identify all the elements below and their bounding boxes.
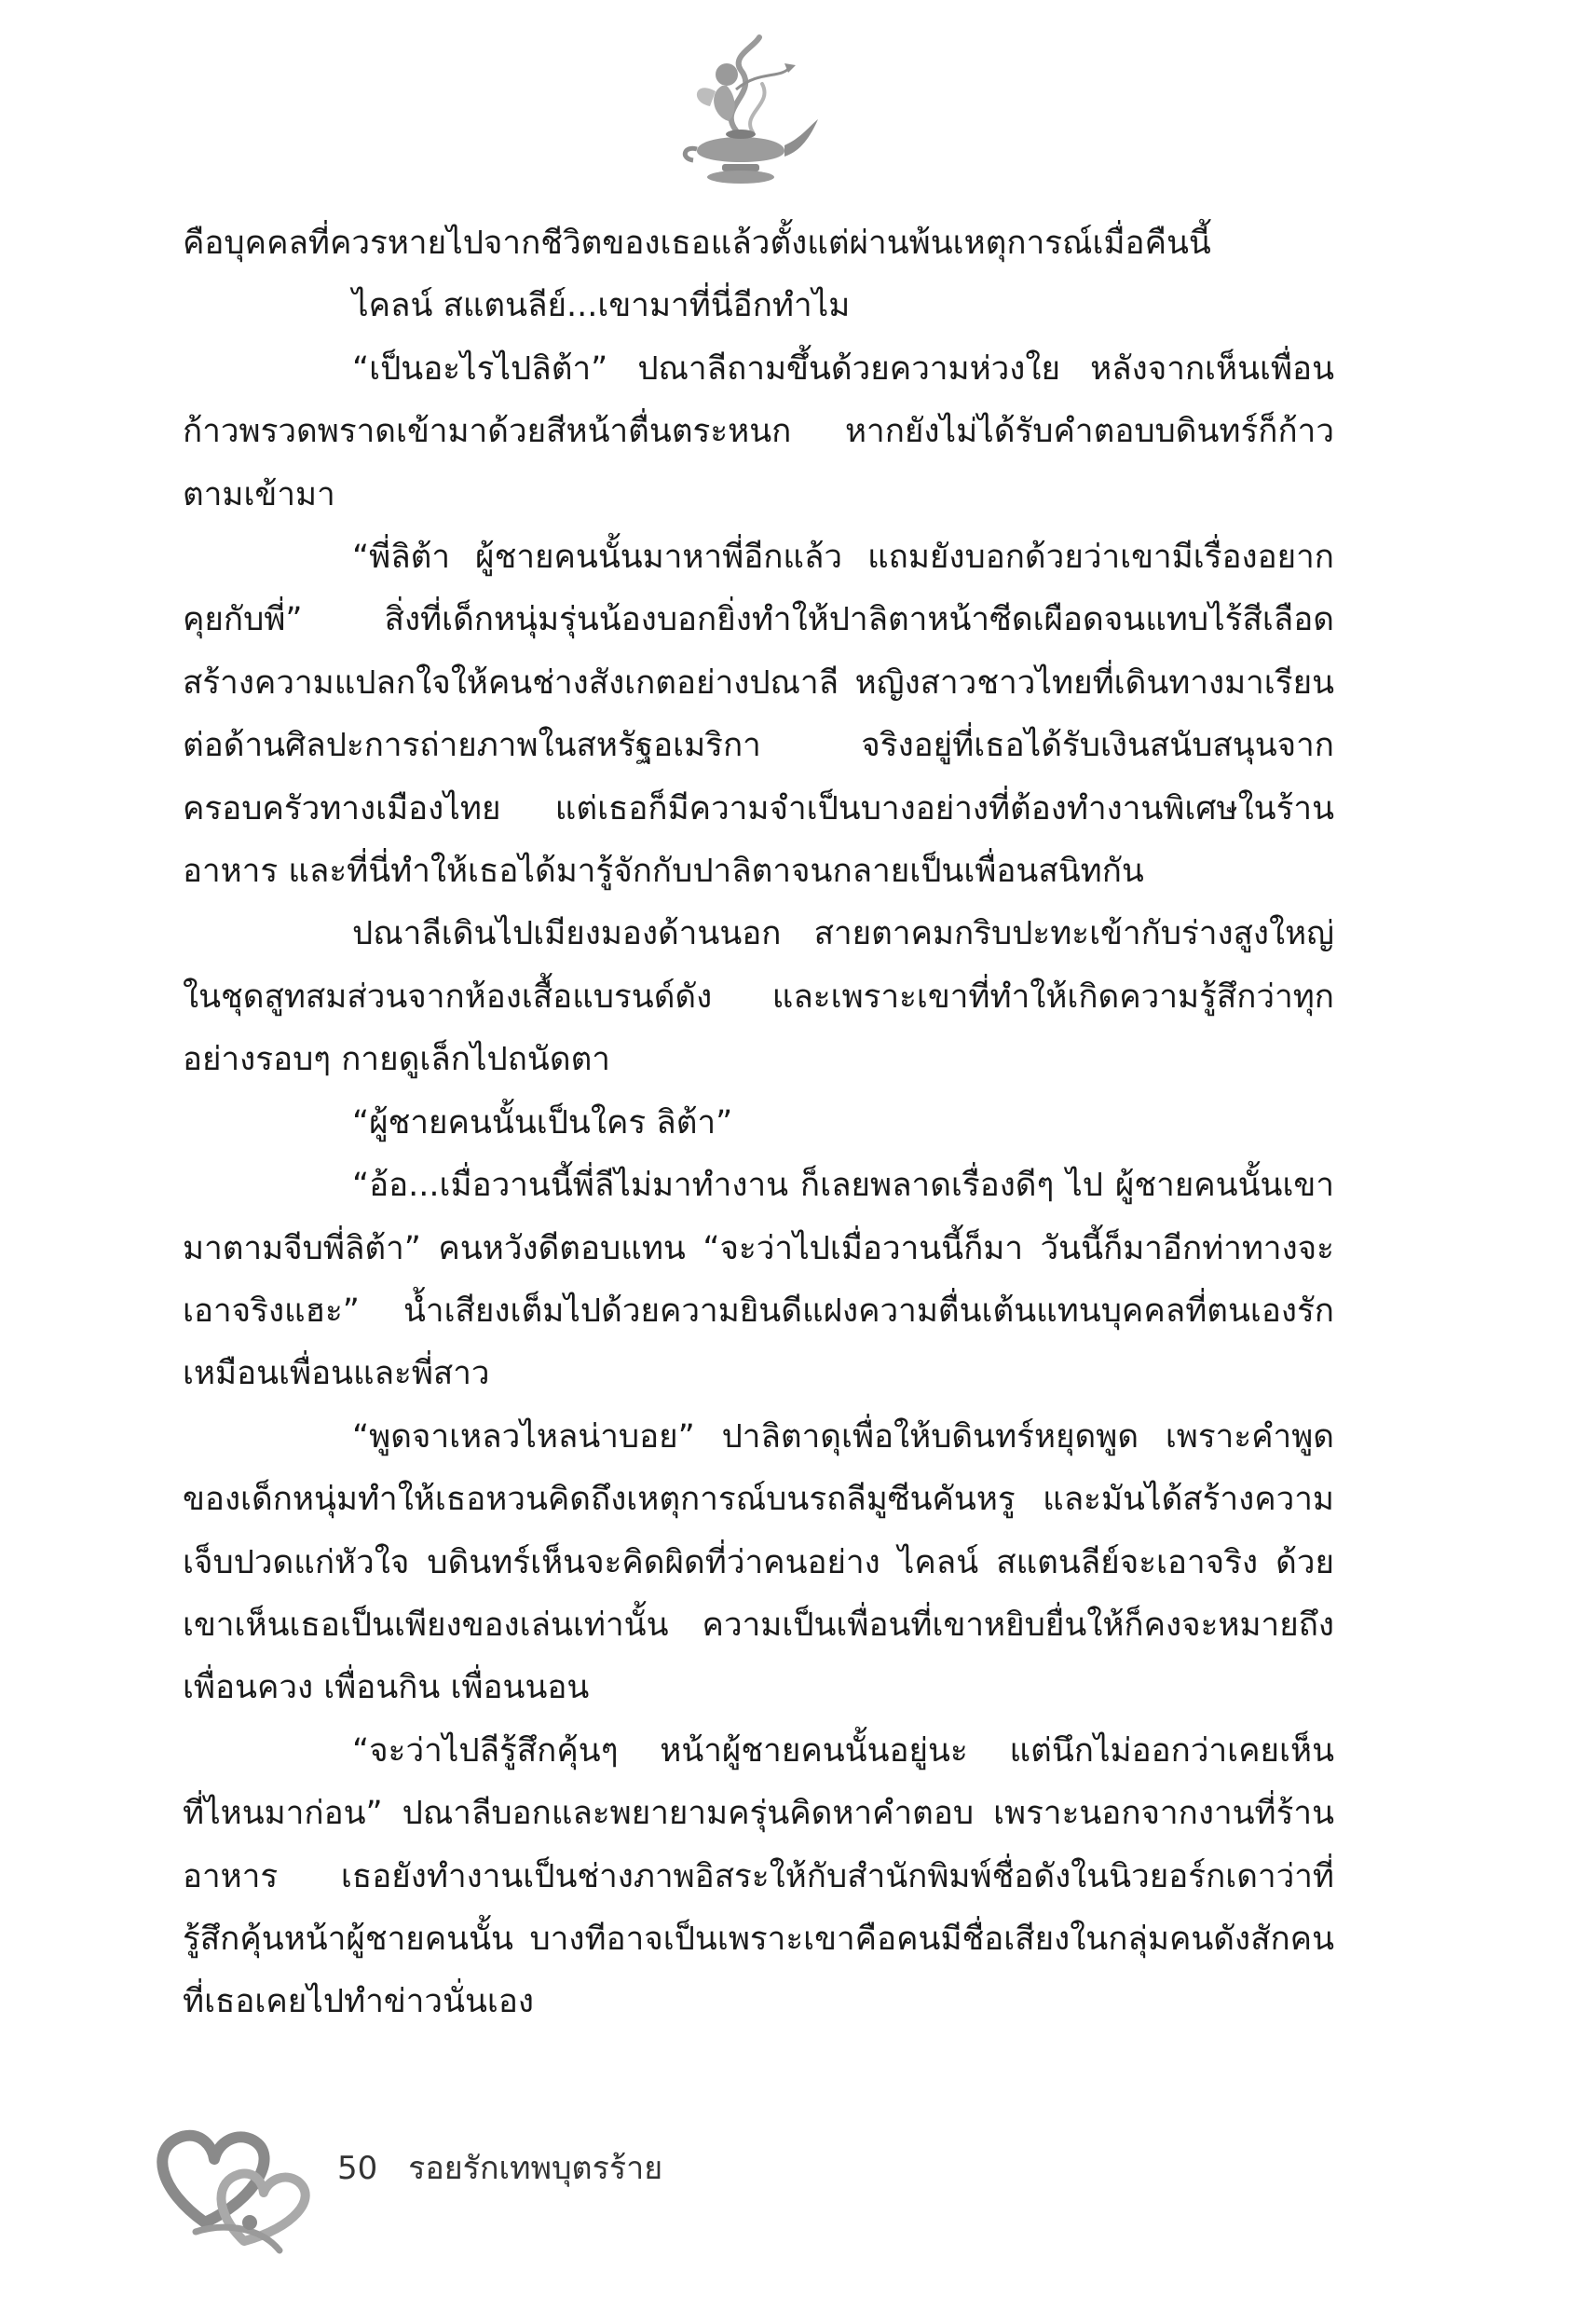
paragraph: “พี่ลิต้า ผู้ชายคนนั้นมาหาพี่อีกแล้ว แถมยังบอกด้วยว่าเขามีเรื่องอยากคุยกับพี่” สิ่งที่เด็กหนุ่มรุ่นน้องบอกยิ่งทำให้ปาลิตาหน้าซีดเผือดจนแทบไร้สีเลือด สร้างความแปลกใจให้คนช่างสังเกตอย่างปณาลี หญิงสาวชาวไทยที่เดินทางมาเรียนต่อด้านศิลปะการถ่ายภาพในสหรัฐอเมริกา จริงอยู่ที่เธอได้รับเงินสนับสนุนจากครอบครัวทางเมืองไทย แต่เธอก็มีความจำเป็นบางอย่างที่ต้องทำงานพิเศษในร้านอาหาร และที่นี่ทำให้เธอได้มารู้จักกับปาลิตาจนกลายเป็นเพื่อนสนิทกัน (183, 539, 1334, 891)
paragraph: “เป็นอะไรไปลิต้า” ปณาลีถามขึ้นด้วยความห่วงใย หลังจากเห็นเพื่อนก้าวพรวดพราดเข้ามาด้วยสีหน้าตื่นตระหนก หากยังไม่ได้รับคำตอบบดินทร์ก็ก้าวตามเข้ามา (183, 349, 1334, 513)
paragraph: คือบุคคลที่ควรหายไปจากชีวิตของเธอแล้วตั้งแต่ผ่านพ้นเหตุการณ์เมื่อคืนนี้ (183, 225, 1211, 262)
book-title: รอยรักเทพบุตรร้าย (408, 2150, 663, 2187)
paragraph: “ผู้ชายคนนั้นเป็นใคร ลิต้า” (352, 1103, 733, 1142)
paragraph: “พูดจาเหลวไหลน่าบอย” ปาลิตาดุเพื่อให้บดินทร์หยุดพูด เพราะคำพูดของเด็กหนุ่มทำให้เธอหวนคิดถึงเหตุการณ์บนรถลีมูซีนคันหรู และมันได้สร้างความเจ็บปวดแก่หัวใจ บดินทร์เห็นจะคิดผิดที่ว่าคนอย่าง ไคลน์ สแตนลีย์จะเอาจริง ด้วยเขาเห็นเธอเป็นเพียงของเล่นเท่านั้น ความเป็นเพื่อนที่เขาหยิบยื่นให้ก็คงจะหมายถึงเพื่อนควง เพื่อนกิน เพื่อนนอน (183, 1417, 1334, 1707)
footer-text (337, 2142, 662, 2193)
page-number: 50 (337, 2150, 378, 2187)
cupid-teapot-ornament-icon (671, 28, 820, 196)
paragraph: “จะว่าไปลีรู้สึกคุ้นๆ หน้าผู้ชายคนนั้นอยู่นะ แต่นึกไม่ออกว่าเคยเห็นที่ไหนมาก่อน” ปณาลีบอกและพยายามครุ่นคิดหาคำตอบ เพราะนอกจากงานที่ร้านอาหาร เธอยังทำงานเป็นช่างภาพอิสระให้กับสำนักพิมพ์ชื่อดังในนิวยอร์กเดาว่าที่รู้สึกคุ้นหน้าผู้ชายคนนั้น บางทีอาจเป็นเพราะเขาคือคนมีชื่อเสียงในกลุ่มคนดังสักคนที่เธอเคยไปทำข่าวนั่นเอง (183, 1731, 1334, 2021)
paragraph: “อ้อ...เมื่อวานนี้พี่ลีไม่มาทำงาน ก็เลยพลาดเรื่องดีๆ ไป ผู้ชายคนนั้นเขามาตามจีบพี่ลิต้า” คนหวังดีตอบแทน “จะว่าไปเมื่อวานนี้ก็มา วันนี้ก็มาอีกท่าทางจะเอาจริงแฮะ” น้ำเสียงเต็มไปด้วยความยินดีแฝงความตื่นเต้นแทนบุคคลที่ตนเองรักเหมือนเพื่อนและพี่สาว (183, 1167, 1334, 1393)
paragraph: ปณาลีเดินไปเมียงมองด้านนอก สายตาคมกริบปะทะเข้ากับร่างสูงใหญ่ในชุดสูทสมส่วนจากห้องเสื้อแบรนด์ดัง และเพราะเขาที่ทำให้เกิดความรู้สึกว่าทุกอย่างรอบๆ กายดูเล็กไปถนัดตา (183, 915, 1334, 1079)
body-text (183, 212, 1334, 2034)
double-heart-ribbon-ornament-icon (140, 2083, 326, 2260)
page-footer (140, 2083, 792, 2260)
paragraph: ไคลน์ สแตนลีย์...เขามาที่นี่อีกทำไม (352, 287, 851, 325)
